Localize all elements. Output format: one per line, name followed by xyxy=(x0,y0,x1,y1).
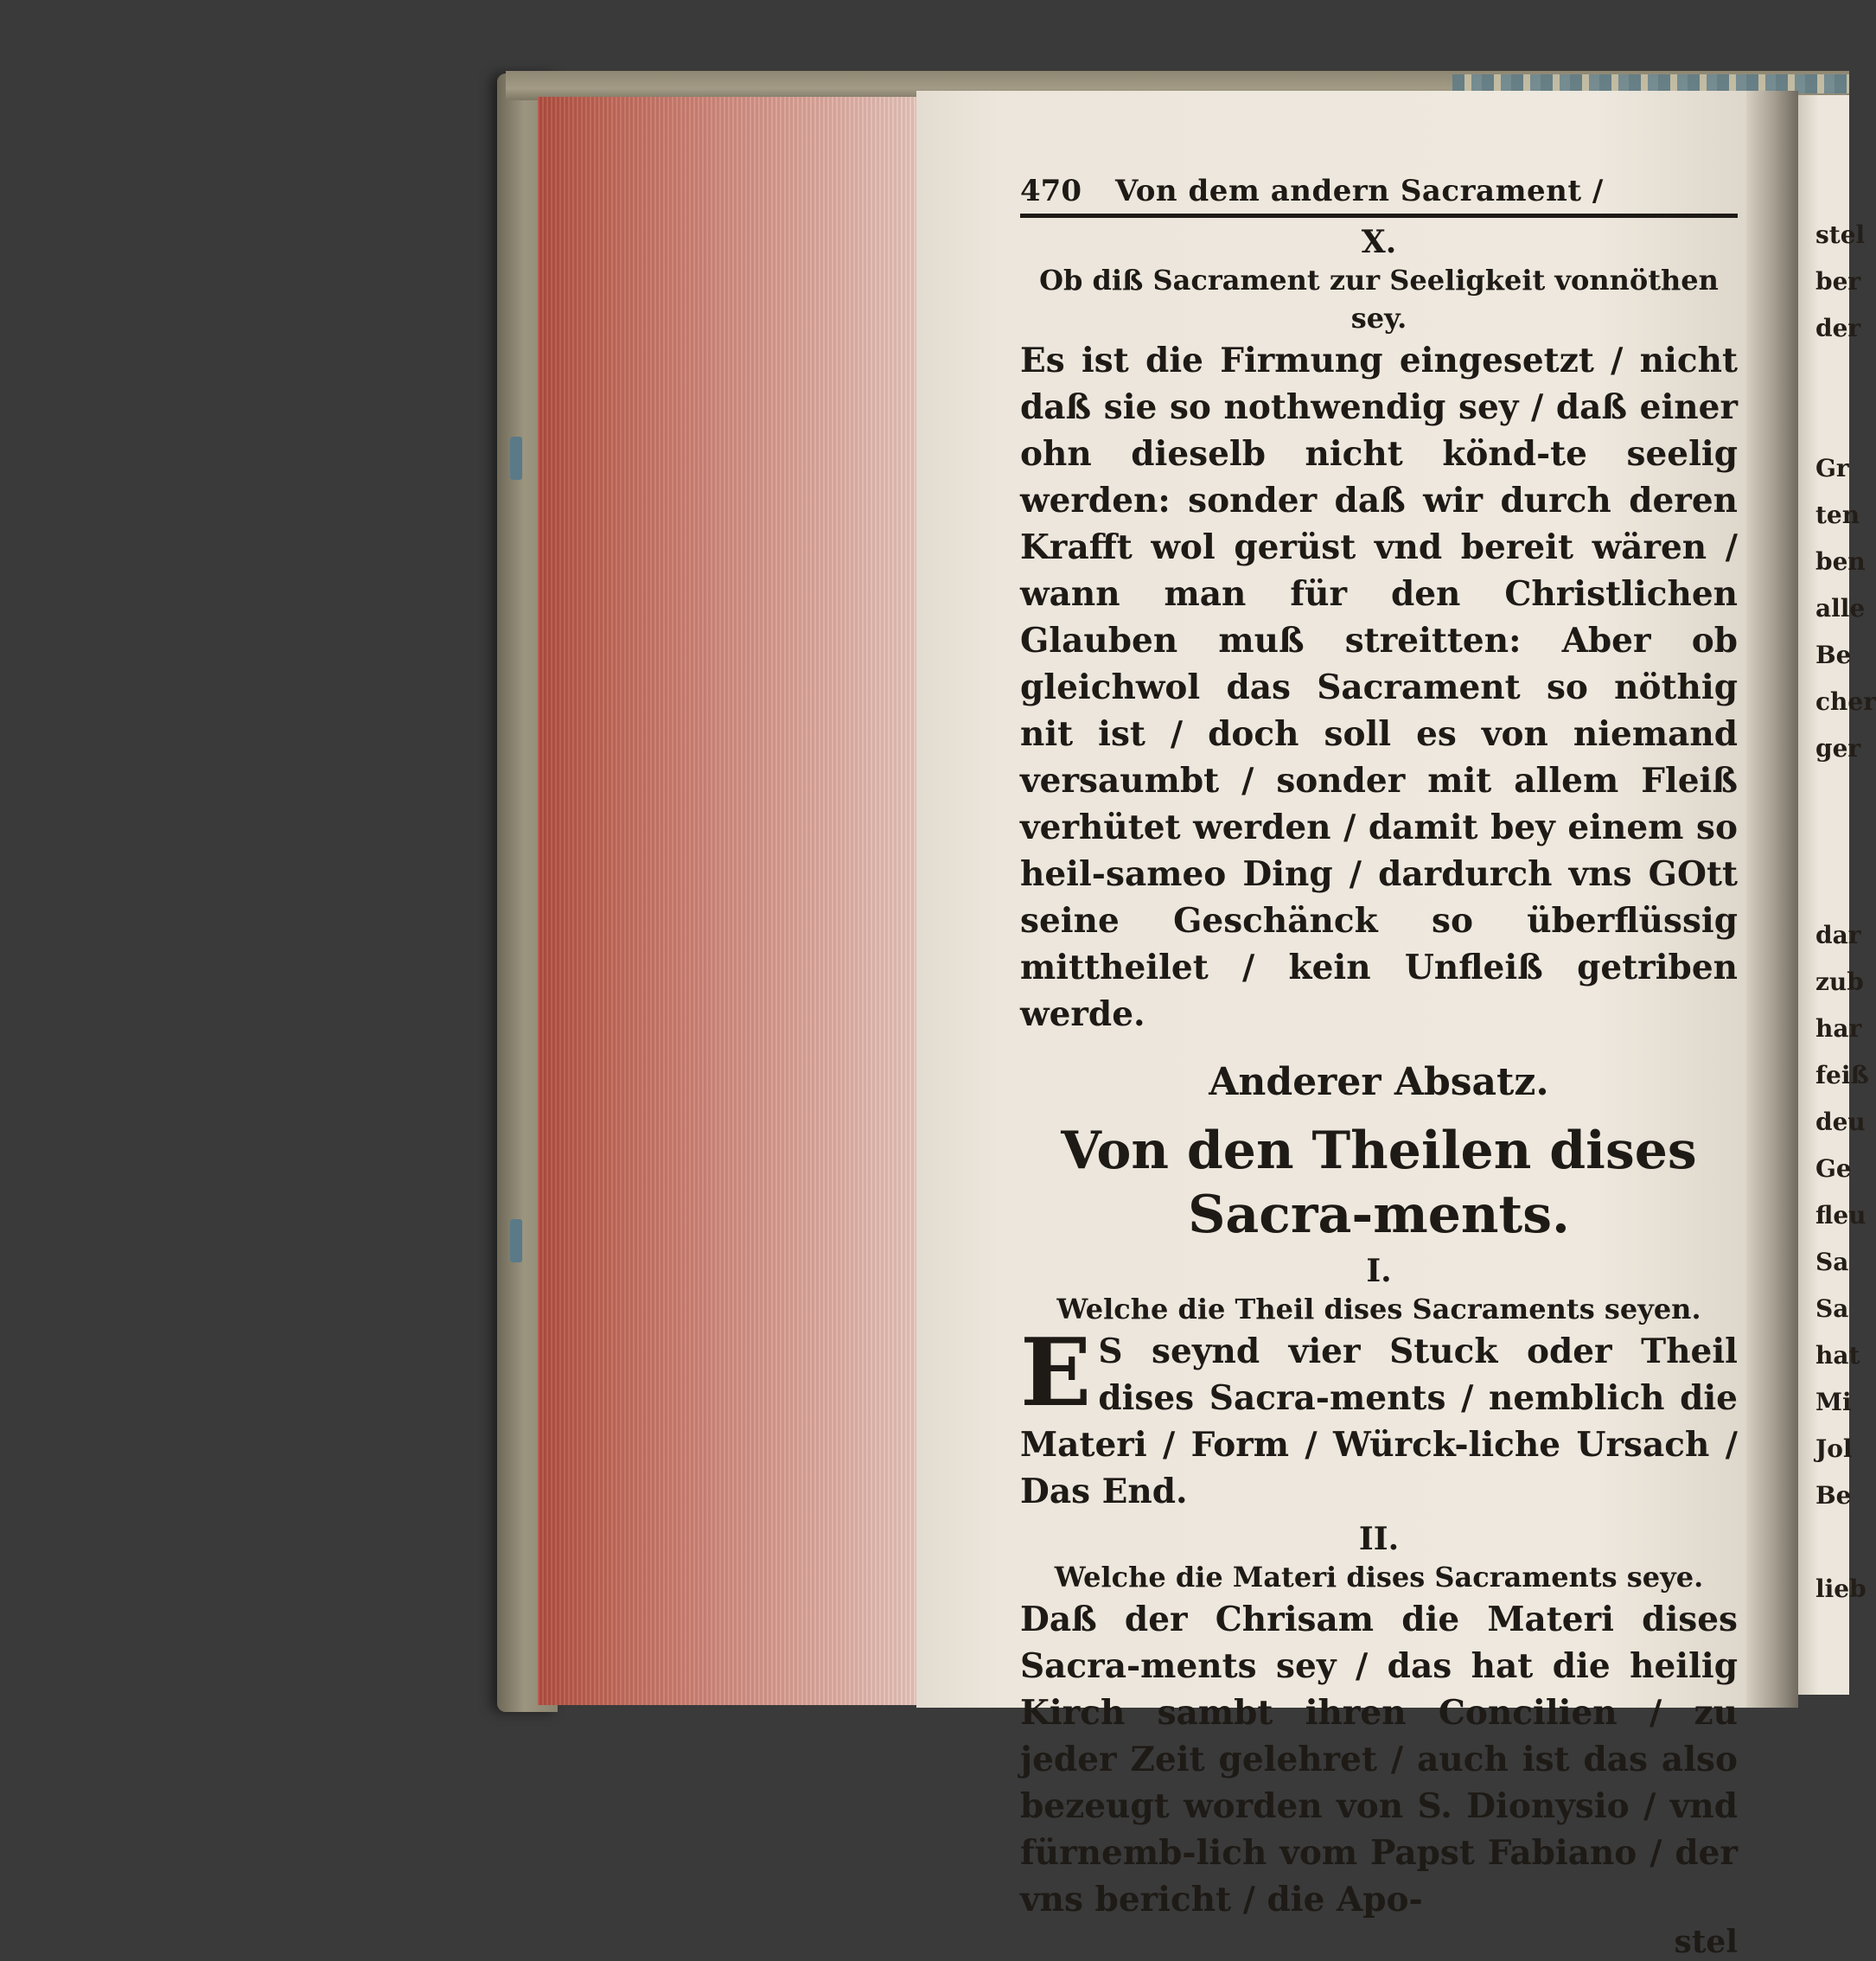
article-question: Welche die Materi dises Sacraments seye. xyxy=(1054,1561,1704,1594)
facing-page-fragment: alle xyxy=(1815,594,1866,623)
facing-page-text-fragments xyxy=(1815,220,1876,1621)
facing-page-fragment: Gr xyxy=(1815,454,1849,482)
catchword: stel xyxy=(1674,1924,1738,1960)
article-question: Welche die Theil dises Sacraments seyen. xyxy=(1056,1293,1701,1325)
facing-page-fragment: har xyxy=(1815,1014,1862,1043)
facing-page-fragment: lieb xyxy=(1815,1575,1866,1603)
section-title: Von den Theilen dises Sacra-ments. xyxy=(1061,1121,1697,1245)
facing-page-fragment: feiß xyxy=(1815,1061,1869,1089)
facing-page-fragment: Sa xyxy=(1815,1294,1849,1323)
facing-page-fragment xyxy=(1815,361,1849,407)
facing-page-fragment xyxy=(1815,1528,1849,1575)
article-body-text: Daß der Chrisam die Materi dises Sacra-ments sey / das hat die heilig Kirch sambt ihren Concilien / zu jeder Zeit gelehret / auch ist das also bezeugt worden von S. Dionysio / vnd fürnemb-lich vom Papst Fabiano / der vns bericht / die Apo- xyxy=(1020,1600,1738,1919)
article-numeral: I. xyxy=(1366,1253,1392,1289)
section-body-text: Es ist die Firmung eingesetzt / nicht daß sie so nothwendig sey / daß einer ohn dieselb nicht könd-te seelig werden: sonder daß wir durch deren Krafft wol gerüst vnd bereit wären / wann man für den Christlichen Glauben muß streitten: Aber ob gleichwol das Sacrament so nöthig nit ist / doch soll es von niemand versaumbt / sonder mit allem Fleiß verhütet werden / damit bey einem so heil-sameo Ding / dardurch vns GOtt seine Geschänck so überflüssig mittheilet / kein Unfleiß getriben werde. xyxy=(1020,341,1738,1034)
running-head-title: Von dem andern Sacrament / xyxy=(1115,174,1604,208)
page-edges-texture xyxy=(538,97,918,1705)
running-head xyxy=(1020,169,1738,218)
subheading: Anderer Absatz. xyxy=(1209,1060,1549,1104)
facing-page-fragment: Be xyxy=(1815,1481,1852,1510)
facing-page-fragment: Sa xyxy=(1815,1248,1849,1276)
drop-cap: E xyxy=(1020,1319,1092,1428)
facing-page-fragment: zub xyxy=(1815,968,1864,996)
facing-page-fragment: dar xyxy=(1815,921,1861,949)
section-numeral: X. xyxy=(1361,224,1397,260)
facing-page-fragment: Ge xyxy=(1815,1154,1852,1183)
facing-page-fragment: ber xyxy=(1815,267,1861,296)
article-body-text-content: S seynd vier Stuck oder Theil dises Sacra-ments / nemblich die Materi / Form / Würck-liche Ursach / Das End. xyxy=(1020,1332,1738,1511)
clasp-upper xyxy=(510,437,522,480)
facing-page-fragment: ben xyxy=(1815,547,1866,576)
facing-page-fragment: deu xyxy=(1815,1108,1866,1136)
page-text-block xyxy=(1020,169,1738,1961)
article-numeral: II. xyxy=(1358,1521,1400,1557)
facing-page-fragment: der xyxy=(1815,314,1861,342)
facing-page-fragment xyxy=(1815,781,1849,827)
facing-page-fragment: hat xyxy=(1815,1341,1860,1370)
facing-page-fragment xyxy=(1815,407,1849,454)
facing-page-fragment: ger xyxy=(1815,734,1861,763)
facing-page-fragment xyxy=(1815,874,1849,921)
facing-page-fragment: Be xyxy=(1815,641,1852,669)
facing-page-fragment: ten xyxy=(1815,501,1860,529)
facing-page-fragment: fleu xyxy=(1815,1201,1866,1230)
facing-page-fragment: cher xyxy=(1815,687,1876,716)
page-number: 470 xyxy=(1020,174,1082,208)
clasp-lower xyxy=(510,1219,522,1262)
facing-page-fragment: Jol xyxy=(1815,1434,1853,1463)
section-question: Ob diß Sacrament zur Seeligkeit vonnöthen sey. xyxy=(1039,264,1719,335)
facing-page-fragment: stel xyxy=(1815,220,1866,249)
facing-page-fragment: Mi xyxy=(1815,1388,1852,1416)
book-gutter xyxy=(1746,91,1798,1708)
facing-page-fragment xyxy=(1815,827,1849,874)
article-body-text xyxy=(1020,1319,1738,1515)
